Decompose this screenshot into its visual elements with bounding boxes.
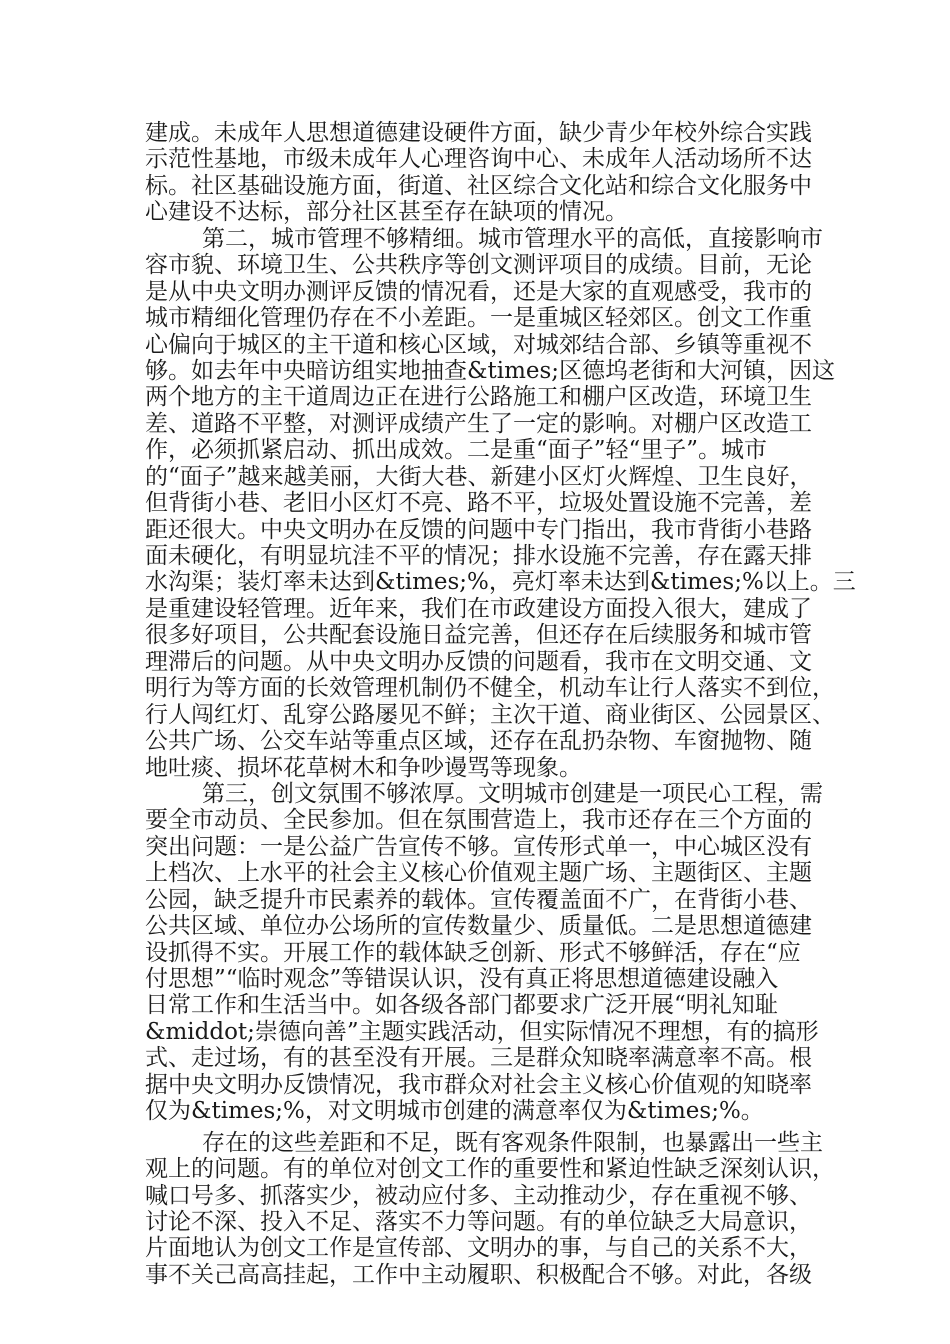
text-line: 喊口号多、抓落实少，被动应付多、主动推动少，存在重视不够、 <box>145 1182 812 1209</box>
text-line: 够。如去年中央暗访组实地抽查&times;区德坞老街和大河镇，因这 <box>145 357 836 384</box>
text-line: 上档次、上水平的社会主义核心价值观主题广场、主题街区、主题 <box>145 860 812 887</box>
text-line: 式、走过场，有的甚至没有开展。三是群众知晓率满意率不高。根 <box>145 1045 812 1072</box>
text-line: 要全市动员、全民参加。但在氛围营造上，我市还存在三个方面的 <box>145 807 812 834</box>
text-line: 是从中央文明办测评反馈的情况看，还是大家的直观感受，我市的 <box>145 278 812 305</box>
text-line: 很多好项目，公共配套设施日益完善，但还存在后续服务和城市管 <box>145 622 812 649</box>
text-line: 容市貌、环境卫生、公共秩序等创文测评项目的成绩。目前，无论 <box>145 252 812 279</box>
text-line: 第二，城市管理不够精细。城市管理水平的高低，直接影响市 <box>202 225 823 252</box>
text-line: 面未硬化，有明显坑洼不平的情况；排水设施不完善，存在露天排 <box>145 543 812 569</box>
text-line: 城市精细化管理仍存在不小差距。一是重城区轻郊区。创文工作重 <box>145 305 812 332</box>
text-line: 是重建设轻管理。近年来，我们在市政建设方面投入很大，建成了 <box>145 595 812 622</box>
text-line: 心偏向于城区的主干道和核心区域，对城郊结合部、乡镇等重视不 <box>145 331 812 358</box>
text-line: 示范性基地，市级未成年人心理咨询中心、未成年人活动场所不达 <box>145 146 812 173</box>
text-line: 的“面子”越来越美丽，大街大巷、新建小区灯火辉煌、卫生良好， <box>145 463 813 490</box>
text-line: 标。社区基础设施方面，街道、社区综合文化站和综合文化服务中 <box>145 172 812 199</box>
text-line: 讨论不深、投入不足、落实不力等问题。有的单位缺乏大局意识， <box>145 1208 812 1235</box>
paragraph <box>145 781 825 1125</box>
text-line: 突出问题：一是公益广告宣传不够。宣传形式单一，中心城区没有 <box>145 833 812 860</box>
text-line: 理滞后的问题。从中央文明办反馈的问题看，我市在文明交通、文 <box>145 648 812 675</box>
paragraph <box>145 1129 835 1289</box>
text-line: 片面地认为创文工作是宣传部、文明办的事，与自己的关系不大， <box>145 1235 812 1262</box>
text-line: 地吐痰、损坏花草树木和争吵谩骂等现象。 <box>145 754 582 781</box>
text-line: 公共区域、单位办公场所的宣传数量少、质量低。二是思想道德建 <box>145 913 812 940</box>
text-line: 行人闯红灯、乱穿公路屡见不鲜；主次干道、商业街区、公园景区、 <box>145 701 835 728</box>
text-line: 建成。未成年人思想道德建设硬件方面，缺少青少年校外综合实践 <box>145 120 812 146</box>
text-line: 两个地方的主干道周边正在进行公路施工和棚户区改造，环境卫生 <box>145 384 812 411</box>
text-line: 据中央文明办反馈情况，我市群众对社会主义核心价值观的知晓率 <box>145 1071 812 1098</box>
text-line: 心建设不达标，部分社区甚至存在缺项的情况。 <box>145 199 628 226</box>
paragraph <box>145 225 856 781</box>
text-line: 存在的这些差距和不足，既有客观条件限制，也暴露出一些主 <box>202 1129 823 1156</box>
text-line: 仅为&times;%，对文明城市创建的满意率仅为&times;%。 <box>145 1098 764 1125</box>
text-line: 付思想”“临时观念”等错误认识，没有真正将思想道德建设融入 <box>145 966 779 992</box>
document-body <box>145 120 856 1288</box>
text-line: 第三，创文氛围不够浓厚。文明城市创建是一项民心工程，需 <box>202 780 823 807</box>
text-line: 公园，缺乏提升市民素养的载体。宣传覆盖面不广，在背街小巷、 <box>145 886 812 913</box>
text-line: 但背街小巷、老旧小区灯不亮、路不平，垃圾处置设施不完善，差 <box>145 490 812 517</box>
text-line: 差、道路不平整，对测评成绩产生了一定的影响。对棚户区改造工 <box>145 410 812 437</box>
text-line: 事不关己高高挂起，工作中主动履职、积极配合不够。对此，各级 <box>145 1261 812 1288</box>
paragraph <box>145 120 825 226</box>
text-line: 水沟渠；装灯率未达到&times;%，亮灯率未达到&times;%以上。三 <box>145 569 856 596</box>
text-line: 作，必须抓紧启动、抓出成效。二是重“面子”轻“里子”。城市 <box>145 437 768 464</box>
text-line: 日常工作和生活当中。如各级各部门都要求广泛开展“明礼知耻 <box>145 992 778 1019</box>
text-line: 明行为等方面的长效管理机制仍不健全，机动车让行人落实不到位， <box>145 675 835 702</box>
text-line: 设抓得不实。开展工作的载体缺乏创新、形式不够鲜活，存在“应 <box>145 939 801 966</box>
text-line: 观上的问题。有的单位对创文工作的重要性和紧迫性缺乏深刻认识， <box>145 1156 835 1183</box>
text-line: 距还很大。中央文明办在反馈的问题中专门指出，我市背街小巷路 <box>145 516 812 543</box>
text-line: &middot;崇德向善”主题实践活动，但实际情况不理想，有的搞形 <box>145 1018 819 1045</box>
text-line: 公共广场、公交车站等重点区域，还存在乱扔杂物、车窗抛物、随 <box>145 728 812 755</box>
